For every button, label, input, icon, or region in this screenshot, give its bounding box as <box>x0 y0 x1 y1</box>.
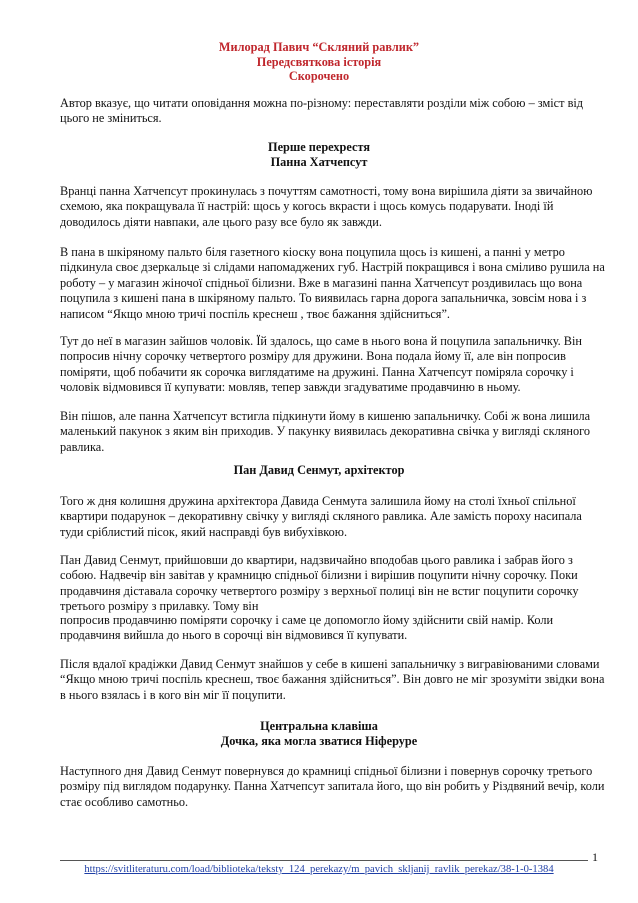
section3-heading: Центральна клавіша <box>260 719 378 733</box>
abridged-note: Скорочено <box>288 69 350 83</box>
document-subtitle: Передсвяткова історія <box>256 54 382 69</box>
source-link[interactable]: https://svitliteraturu.com/load/biblioteka/teksty_124_perekazy/m_pavich_skljanij_ravlik_perekaz/38-1-0-1384 <box>84 864 554 875</box>
footer-divider <box>60 860 588 861</box>
section1-paragraph-4: Він пішов, але панна Хатчепсут встигла підкинути йому в кишеню запальничку. Собі ж вона лишила маленький пакунок з яким він приходив. У пакунку виявилась декоративна свічка у вигляді скляного равлика. <box>60 409 591 454</box>
section1-paragraph-3: Тут до неї в магазин зайшов чоловік. Їй здалось, що саме в нього вона й поцупила запальничку. Він попросив нічну сорочку четвертого розміру для дружини. Вона подала йому її, але він попросив поміряти, щоб побачити як сорочка виглядатиме на дружині. Панна Хатчепсут поміряла сорочку і чоловік відмовився її купувати: мовляв, тепер завжди згадуватиме продавчиню в ньому. <box>60 334 582 395</box>
section1-paragraph-2: В пана в шкіряному пальто біля газетного кіоску вона поцупила щось із кишені, а панні у метро підкинула своє дзеркальце зі слідами напомаджених губ. Настрій покращився і вона сміливо рушила на роботу – у магазин жіночої спідньої білизни. Вже в магазині панна Хатчепсут роздивилась що вона поцупила з кишені пана в шкіряному пальто. То виявилась гарна дорога запальничка, зовсім нова і з написом “Якщо мною тричі поспіль креснеш , твоє бажання здійсниться”. <box>60 245 605 321</box>
section2-paragraph-2-continued: попросив продавчиню поміряти сорочку і саме це допомогло йому здійснити свій намір. Коли продавчиня вийшла до нього в сорочці він відмовився її купувати. <box>60 613 554 643</box>
title-block <box>0 40 638 84</box>
intro-paragraph: Автор вказує, що читати оповідання можна по-різному: переставляти розділи між собою – зміст від цього не зміниться. <box>60 96 584 126</box>
section2-paragraph-3: Після вдалої крадіжки Давид Сенмут знайшов у себе в кишені запальничку з вигравіюваними словами “Якщо мною тричі поспіль креснеш, твоє бажання здійсниться”. Він довго не міг зрозуміти звідки вона в нього взялась і в кого він міг її поцупити. <box>60 657 605 702</box>
section3-paragraph-1: Наступного дня Давид Сенмут повернувся до крамниці спідньої білизни і повернув сорочку третього розміру під виглядом подарунку. Панна Хатчепсут запитала його, що він робить у Різдвяний вечір, коли стає особливо самотньо. <box>60 764 605 809</box>
section1-paragraph-1: Вранці панна Хатчепсут прокинулась з почуттям самотності, тому вона вирішила діяти за звичайною схемою, яка покращувала її настрій: щось у когось вкрасти і щось комусь подарувати. Іноді їй доводилось діяти навпаки, але цього разу все було як завжди. <box>60 184 593 229</box>
page-number: 1 <box>592 850 598 864</box>
section1-heading: Перше перехрестя <box>268 140 370 154</box>
section3-subheading: Дочка, яка могла зватися Ніферуре <box>220 734 418 748</box>
section2-heading: Пан Давид Сенмут, архітектор <box>233 463 405 477</box>
section1-subheading: Панна Хатчепсут <box>270 155 368 169</box>
section2-paragraph-1: Того ж дня колишня дружина архітектора Давида Сенмута залишила йому на столі їхньої спільної квартири подарунок – декоративну свічку у вигляді скляного равлика. Але замість пороху насипала туди сріблистий пісок, який насправді був вибухівкою. <box>60 494 582 539</box>
document-title: Милорад Павич “Скляний равлик” <box>218 40 420 54</box>
section2-paragraph-2: Пан Давид Сенмут, прийшовши до квартири, надзвичайно вподобав цього равлика і забрав його з собою. Надвечір він завітав у крамницю спідньої білизни і вирішив поцупити нічну сорочку. Поки продавчиня діставала сорочку четвертого розміру з верхньої полиці він не встиг поцупити сорочку третього розміру з прилавку. Тому він <box>60 553 579 614</box>
